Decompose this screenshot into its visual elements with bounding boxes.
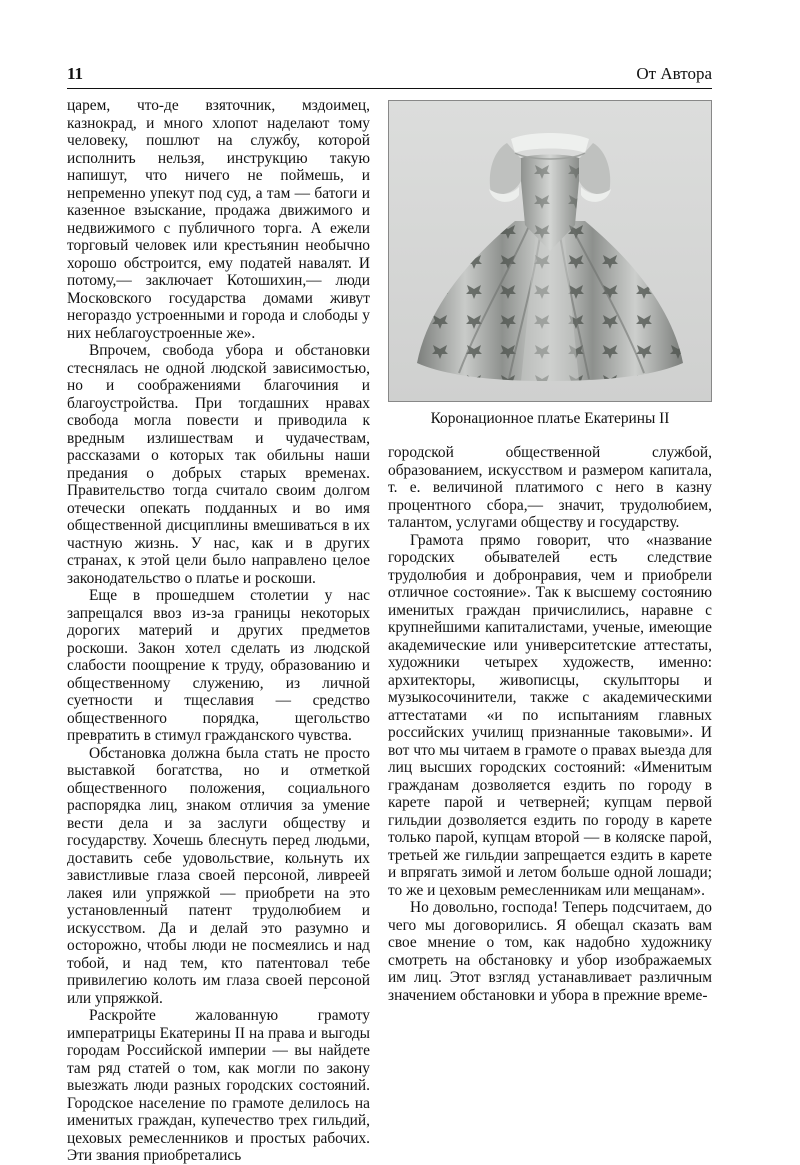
right-text-column	[388, 444, 712, 1004]
paragraph: Обстановка должна была стать не просто выставкой богатства, но и отметкой общественного положения, социального распорядка лиц, знаком отличия за умение вести дела и за заслуги обществу и государству. Хочешь блеснуть перед людьми, доставить себе удовольствие, кольнуть их завистливые глаза своей персоной, ливреей лакея или упряжкой — приобрети на это установленный патент трудолюбием и искусством. Да и делай это разумно и осторожно, чтобы люди не посмеялись и над тобой, и над тем, кто патентовал тебе привилегию колоть им глаза своей персоной или упряжкой.	[67, 744, 370, 1007]
paragraph: царем, что-де взяточник, мздоимец, казнокрад, и много хлопот наделают тому человеку, пошлют на службу, которой исполнить нельзя, инструкцию такую напишут, что ничего не поймешь, и непременно упекут под суд, а там — батоги и казенное взыскание, продажа движимого и недвижимого с публичного торга. А ежели торговый человек или крестьянин необычно хорошо обстроится, ему податей навалят. И потому,— заключает Котошихин,— люди Московского государства домами живут негораздо устроенными и города и слободы у них неблагоустроенные же».	[67, 97, 370, 342]
left-text-column	[67, 97, 370, 1165]
page-number: 11	[67, 64, 84, 83]
paragraph: Еще в прошедшем столетии у нас запрещался ввоз из-за границы некоторых дорогих материй и других предметов роскоши. Закон хотел сделать из людской слабости поощрение к труду, образованию и общественному служению, из личной суетности и тщеславия — средство общественного порядка, щегольство превратить в стимул гражданского чувства.	[67, 587, 370, 744]
running-title: От Автора	[636, 64, 712, 83]
paragraph: Но довольно, господа! Теперь подсчитаем, до чего мы договорились. Я обещал сказать вам свое мнение о том, как надобно художнику смотреть на обстановку и убор изображаемых им лиц. Этот взгляд устанавливает различным значением обстановки и убора в прежние време-	[388, 899, 712, 1004]
dress-photo	[388, 100, 712, 402]
page-header	[67, 64, 712, 86]
paragraph: городской общественной службой, образованием, искусством и размером капитала, т. е. величиной платимого с него в казну процентного сбора,— значит, трудолюбием, талантом, услугами обществу и государству.	[388, 444, 712, 531]
paragraph: Впрочем, свобода убора и обстановки стеснялась не одной людской зависимостью, но и соображениями благочиния и благоустройства. При тогдашних нравах свобода могла повести и приводила к вредным излишествам и чудачествам, рассказами о которых так обильны наши предания о добрых старых временах. Правительство тогда считало своим долгом отечески опекать подданных и во имя общественной дисциплины вмешиваться в их частную жизнь. У нас, как и в других странах, к этой цели было направлено целое законодательство о платье и роскоши.	[67, 342, 370, 587]
figure-caption: Коронационное платье Екатерины II	[430, 410, 670, 427]
paragraph: Раскройте жалованную грамоту императрицы Екатерины II на права и выгоды городам Российской империи — вы найдете там ряд статей о том, как могли по закону выезжать люди разных городских состояний. Городское население по грамоте делилось на именитых граждан, купечество трех гильдий, цеховых ремесленников и простых рабочих. Эти звания приобретались	[67, 1007, 370, 1164]
header-rule	[67, 88, 712, 89]
dress-illustration-icon	[389, 101, 711, 401]
paragraph: Грамота прямо говорит, что «название городских обывателей есть следствие трудолюбия и добронравия, чем и приобрели отличное состояние». Так к высшему состоянию именитых граждан причислились, наравне с крупнейшими капиталистами, ученые, имеющие академические или университетские аттестаты, художники четырех художеств, именно: архитекторы, живописцы, скульпторы и музыкосочинители, также с академическими аттестатами «и по испытаниям главных российских училищ признанные таковыми». И вот что мы читаем в грамоте о правах выезда для лиц высших городских состояний: «Именитым гражданам дозволяется ездить по городу в карете парой и четверней; купцам первой гильдии дозволяется ездить по городу в карете только парой, купцам второй — в коляске парой, третьей же гильдии запрещается ездить в карете и впрягать зимой и летом больше одной лошади; то же и цеховым ремесленникам или мещанам».	[388, 531, 712, 899]
